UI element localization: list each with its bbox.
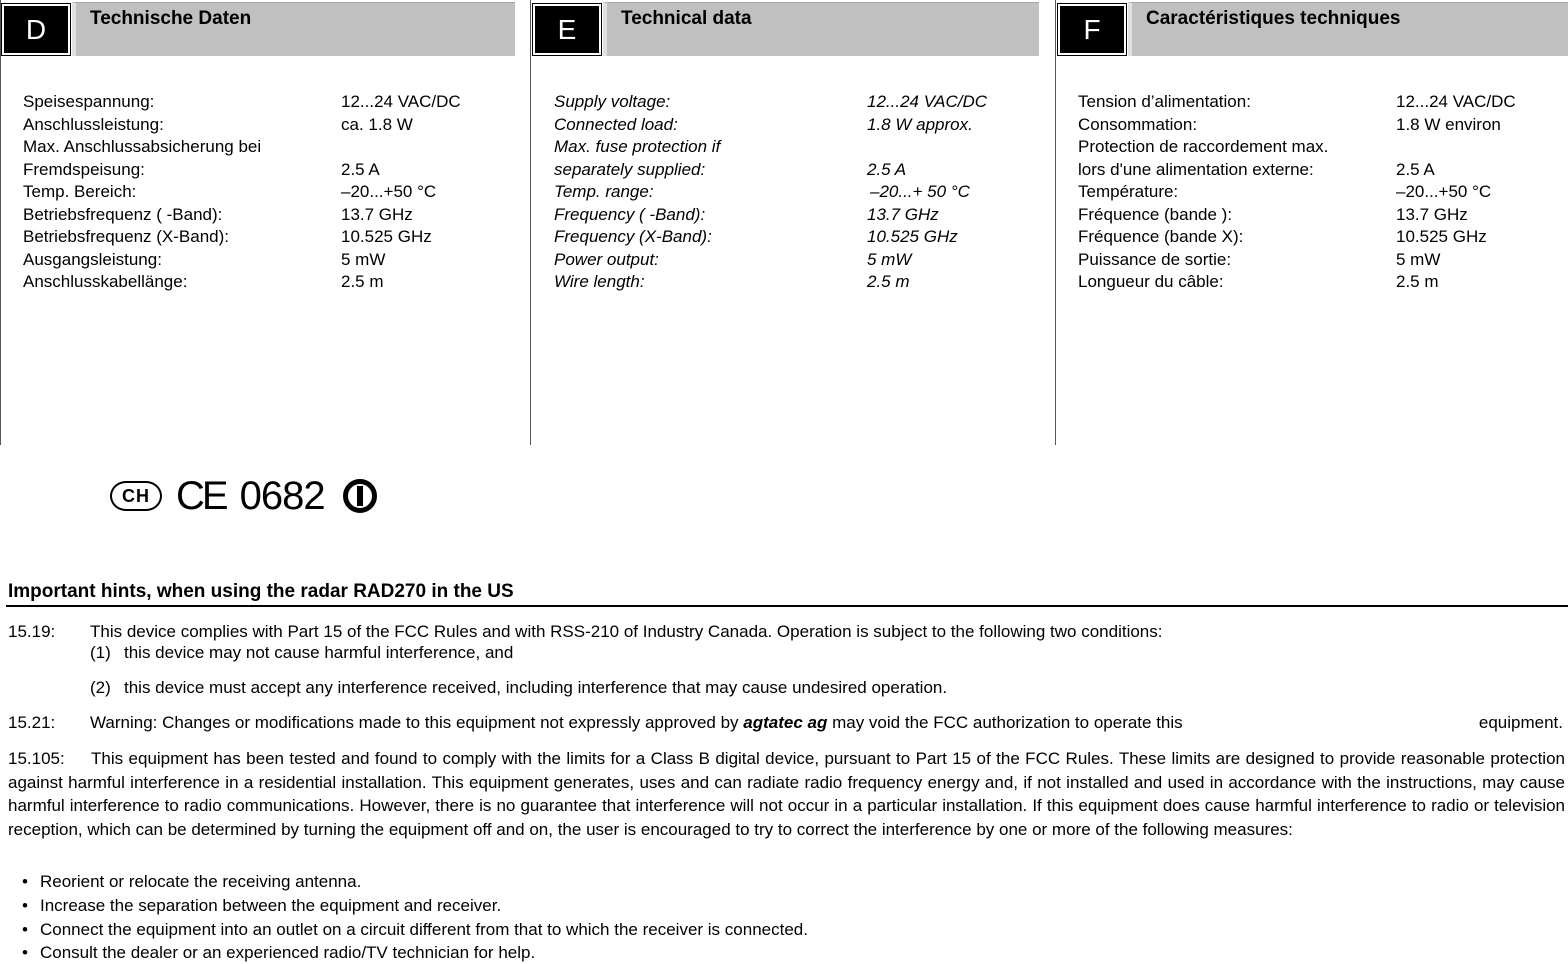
list-item — [22, 943, 535, 963]
spec-label: lors d'une alimentation externe: — [1078, 159, 1314, 179]
spec-label: Betriebsfrequenz ( -Band): — [23, 204, 223, 224]
spec-row — [554, 136, 1049, 159]
list-item — [22, 920, 808, 940]
list-item-text: Reorient or relocate the receiving antenna. — [40, 872, 362, 891]
spec-label: Frequency (X-Band): — [554, 227, 712, 246]
spec-value: 13.7 GHz — [1396, 204, 1468, 224]
spec-column-french — [1056, 0, 1568, 445]
spec-label: Temp. Bereich: — [23, 182, 137, 201]
spec-row — [554, 91, 1049, 114]
spec-row — [554, 114, 1049, 137]
spec-value: 10.525 GHz — [867, 227, 958, 246]
spec-column-english — [531, 0, 1056, 445]
paragraph-number: 15.21: — [8, 713, 56, 732]
spec-label: Consommation: — [1078, 114, 1198, 134]
spec-label: Longueur du câble: — [1078, 272, 1224, 291]
spec-label: Supply voltage: — [554, 92, 671, 111]
paragraph-15-105 — [8, 747, 1565, 841]
spec-value: 2.5 A — [1396, 159, 1435, 179]
spec-label: Fréquence (bande ): — [1078, 204, 1233, 224]
spec-value: 5 mW — [1396, 249, 1441, 269]
spec-label: Puissance de sortie: — [1078, 249, 1232, 269]
spec-row — [23, 136, 523, 159]
warning-text-end: equipment. — [1478, 713, 1563, 732]
spec-row — [554, 181, 1049, 204]
spec-value: 13.7 GHz — [867, 204, 939, 224]
spec-row — [1078, 91, 1566, 114]
bullet-icon: • — [22, 872, 28, 891]
spec-value: 12...24 VAC/DC — [1396, 92, 1516, 111]
list-item-text: Increase the separation between the equipment and receiver. — [40, 896, 502, 915]
notified-body-number: 0682 — [239, 473, 325, 518]
ce-mark: CE — [176, 473, 226, 518]
spec-label: Fremdspeisung: — [23, 159, 145, 179]
warning-text: Warning: Changes or modifications made to this equipment not expressly approved by — [90, 713, 744, 732]
spec-value: –20...+50 °C — [1396, 182, 1492, 201]
spec-row — [1078, 181, 1566, 204]
spec-label: Speisespannung: — [23, 92, 155, 111]
spec-value: 1.8 W environ — [1396, 114, 1501, 134]
list-item — [22, 896, 501, 916]
spec-row — [554, 226, 1049, 249]
spec-value: 2.5 A — [867, 159, 907, 179]
spec-value: 10.525 GHz — [1396, 227, 1487, 246]
spec-row — [554, 204, 1049, 227]
language-badge-e: E — [533, 4, 601, 55]
spec-label: Tension d’alimentation: — [1078, 92, 1251, 111]
list-item-text: Consult the dealer or an experienced radio/TV technician for help. — [40, 943, 536, 962]
spec-label: Fréquence (bande X): — [1078, 227, 1244, 246]
company-name: agtatec ag — [743, 713, 828, 732]
condition-number: (2) — [90, 678, 111, 697]
spec-row — [23, 249, 523, 272]
spec-row — [23, 114, 523, 137]
spec-value: 5 mW — [867, 249, 912, 269]
paragraph-number: 15.19: — [8, 622, 56, 641]
spec-value: –20...+50 °C — [341, 182, 437, 201]
spec-label: Betriebsfrequenz (X-Band): — [23, 227, 229, 246]
spec-row — [1078, 136, 1566, 159]
list-item — [22, 872, 361, 892]
spec-row — [23, 181, 523, 204]
spec-value: ca. 1.8 W — [341, 114, 413, 134]
spec-table — [1078, 91, 1566, 294]
list-item-text: Connect the equipment into an outlet on a circuit different from that to which the receiver is connected. — [40, 920, 808, 939]
spec-label: Wire length: — [554, 272, 645, 291]
fcc-section-title: Important hints, when using the radar RAD270 in the US — [8, 581, 514, 602]
spec-value: 2.5 m — [867, 272, 910, 291]
spec-value: 2.5 m — [1396, 272, 1439, 291]
condition-item — [90, 643, 513, 663]
spec-row — [1078, 114, 1566, 137]
spec-row — [554, 159, 1049, 182]
paragraph-number: 15.105: — [8, 749, 65, 768]
spec-value: 13.7 GHz — [341, 204, 413, 224]
spec-label: Temp. range: — [554, 182, 654, 201]
spec-value: 12...24 VAC/DC — [867, 92, 988, 111]
column-header-band — [72, 2, 515, 56]
spec-label: Max. fuse protection if — [554, 137, 721, 156]
spec-label: Ausgangsleistung: — [23, 249, 162, 269]
section-rule — [6, 605, 1568, 607]
spec-label: Power output: — [554, 249, 659, 269]
column-header-band — [1128, 2, 1568, 56]
spec-column-german — [0, 0, 530, 445]
spec-row — [23, 159, 523, 182]
spec-label: Anschlussleistung: — [23, 114, 164, 134]
condition-text: this device may not cause harmful interference, and — [124, 643, 514, 662]
condition-number: (1) — [90, 643, 111, 662]
spec-row — [23, 226, 523, 249]
language-badge-f: F — [1058, 4, 1126, 55]
column-divider — [0, 0, 1, 445]
spec-label: Protection de raccordement max. — [1078, 137, 1329, 156]
spec-row — [1078, 159, 1566, 182]
column-title: Technical data — [621, 8, 752, 29]
spec-row — [554, 249, 1049, 272]
bullet-icon: • — [22, 920, 28, 939]
spec-row — [23, 271, 523, 294]
spec-label: Anschlusskabellänge: — [23, 272, 188, 291]
spec-table — [554, 91, 1049, 294]
spec-row — [1078, 249, 1566, 272]
spec-row — [23, 204, 523, 227]
spec-row — [554, 271, 1049, 294]
paragraph-text: This device complies with Part 15 of the FCC Rules and with RSS-210 of Industry Canada. Operation is subject to the following two conditions: — [90, 622, 1163, 641]
column-title: Caractéristiques techniques — [1146, 8, 1401, 29]
spec-label: Frequency ( -Band): — [554, 204, 706, 224]
alert-sign-icon — [343, 479, 377, 513]
spec-row — [23, 91, 523, 114]
spec-table — [23, 91, 523, 294]
paragraph-text — [90, 711, 1183, 735]
bullet-icon: • — [22, 943, 28, 962]
column-header-band — [603, 2, 1039, 56]
warning-text: may void the FCC authorization to operate this — [827, 713, 1183, 732]
spec-value: 1.8 W approx. — [867, 114, 973, 134]
spec-row — [1078, 204, 1566, 227]
spec-label: Connected load: — [554, 114, 678, 134]
spec-value: –20...+ 50 °C — [870, 182, 970, 201]
spec-label: separately supplied: — [554, 159, 706, 179]
spec-value: 5 mW — [341, 249, 386, 269]
condition-item — [90, 678, 947, 698]
language-badge-d: D — [2, 4, 70, 55]
ch-mark: CH — [110, 481, 162, 511]
condition-text: this device must accept any interference received, including interference that may cause undesired operation. — [124, 678, 948, 697]
column-title: Technische Daten — [90, 8, 252, 29]
spec-label: Max. Anschlussabsicherung bei — [23, 137, 262, 156]
spec-value: 10.525 GHz — [341, 227, 432, 246]
spec-label: Température: — [1078, 182, 1179, 201]
spec-value: 2.5 A — [341, 159, 380, 179]
bullet-icon: • — [22, 896, 28, 915]
paragraph-text: This equipment has been tested and found to comply with the limits for a Class B digital device, pursuant to Part 15 of the FCC Rules. These limits are designed to provide reasonable protection against harmful interference in a residential installation. This equipment generates, uses and can radiate radio frequency energy and, if not installed and used in accordance with the instructions, may cause harmful interference to radio communications. However, there is no guarantee that interference will not occur in a particular installation. If this equipment does cause harmful interference to radio or television reception, which can be determined by turning the equipment off and on, the user is encouraged to try to correct the interference by one or more of the following measures: — [8, 749, 1565, 839]
spec-value: 12...24 VAC/DC — [341, 92, 461, 111]
spec-row — [1078, 226, 1566, 249]
spec-value: 2.5 m — [341, 272, 384, 291]
spec-row — [1078, 271, 1566, 294]
certification-marks — [110, 473, 377, 519]
